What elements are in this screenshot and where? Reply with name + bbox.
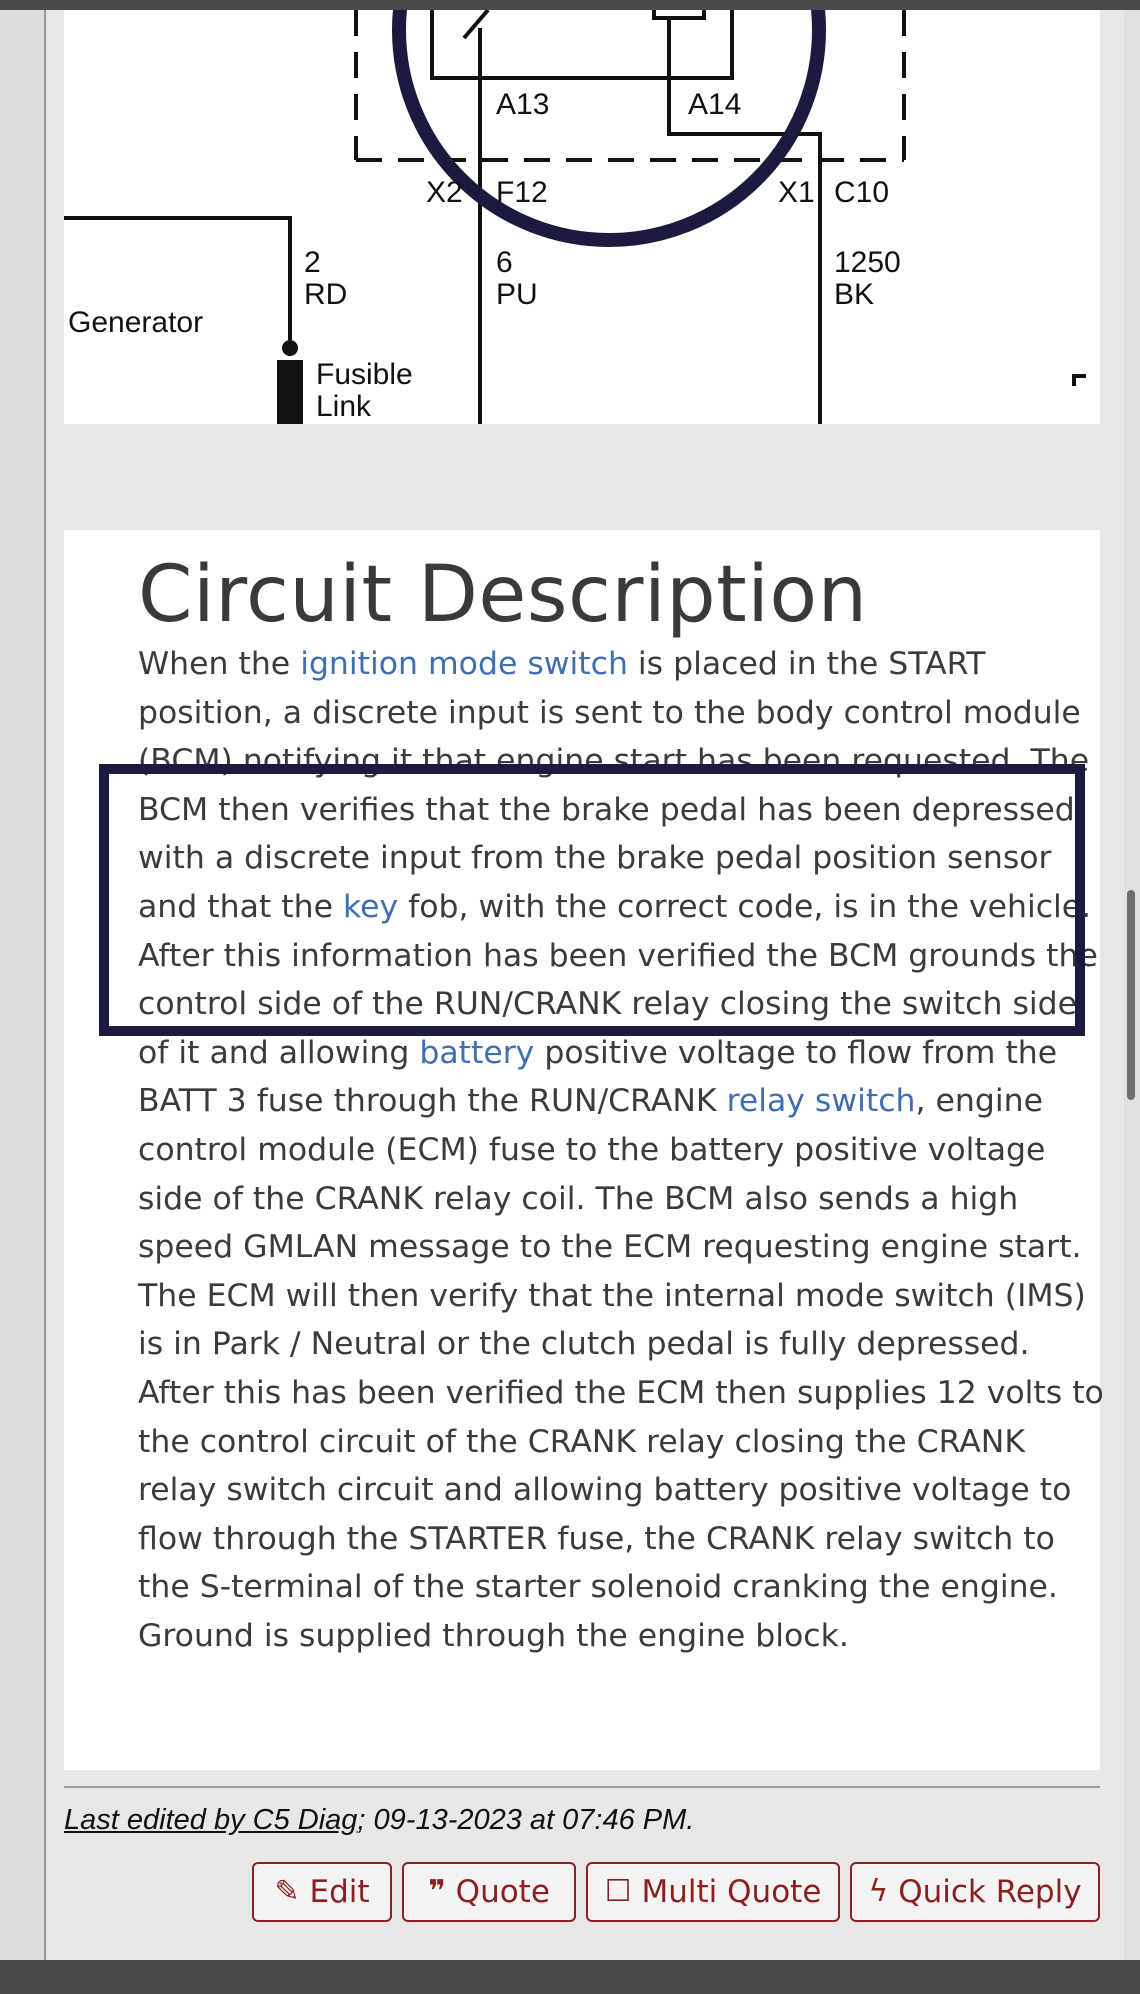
text-span: side of the CRANK relay coil. The BCM also sends a high xyxy=(138,1180,1019,1217)
checkbox-icon: ☐ xyxy=(604,1874,632,1909)
label-fusible: Fusible xyxy=(316,358,413,391)
edited-prefix: Last edited by xyxy=(64,1804,253,1836)
label-link: Link xyxy=(316,390,372,423)
text-span: BATT 3 fuse through the RUN/CRANK xyxy=(138,1083,727,1120)
text-line xyxy=(138,1563,1098,1612)
post-divider xyxy=(64,1786,1100,1788)
circuit-description-image xyxy=(64,530,1104,1770)
circuit-description-title: Circuit Description xyxy=(138,550,868,640)
text-line xyxy=(138,1515,1098,1564)
scrollbar-thumb[interactable] xyxy=(1127,890,1135,1100)
text-line xyxy=(138,1418,1098,1467)
label-f12: F12 xyxy=(496,176,548,209)
text-span: , engine xyxy=(915,1083,1043,1120)
editor-name: C5 Diag xyxy=(252,1804,358,1836)
label-wire-1250: 1250 xyxy=(834,246,901,279)
text-span: control module (ECM) fuse to the battery positive voltage xyxy=(138,1131,1046,1168)
text-line xyxy=(138,1369,1104,1418)
multi-quote-button[interactable] xyxy=(586,1862,840,1922)
text-span: speed GMLAN message to the ECM requesting engine start. xyxy=(138,1229,1082,1266)
edit-button-label: Edit xyxy=(309,1874,370,1910)
scrollbar[interactable] xyxy=(1124,10,1140,1960)
text-span: The ECM will then verify that the internal mode switch (IMS) xyxy=(138,1277,1086,1314)
multi-quote-button-label: Multi Quote xyxy=(641,1874,822,1910)
label-wire-2: 2 xyxy=(304,246,321,279)
quick-reply-button-label: Quick Reply xyxy=(898,1874,1082,1910)
inline-link[interactable]: relay switch xyxy=(726,1083,916,1120)
label-rd: RD xyxy=(304,278,348,311)
text-span: the control circuit of the CRANK relay closing the CRANK xyxy=(138,1423,1026,1460)
window-top-edge xyxy=(0,0,1140,10)
label-generator: Generator xyxy=(68,306,204,339)
text-line xyxy=(138,1126,1098,1175)
text-span: BCM then verifies that the brake pedal has been depressed xyxy=(138,791,1075,828)
text-span: the S-terminal of the starter solenoid cranking the engine. xyxy=(138,1569,1058,1606)
text-line xyxy=(138,1223,1098,1272)
window-bottom-edge xyxy=(0,1960,1140,1994)
wiring-diagram xyxy=(64,10,1100,424)
text-span: Ground is supplied through the engine block. xyxy=(138,1617,849,1654)
text-span: is in Park / Neutral or the clutch pedal is fully depressed. xyxy=(138,1326,1030,1363)
label-c10: C10 xyxy=(834,176,890,209)
text-line xyxy=(138,1612,1098,1661)
text-span: with a discrete input from the brake pedal position sensor xyxy=(138,840,1052,877)
bolt-icon: ϟ xyxy=(868,1874,889,1909)
text-line xyxy=(138,689,1098,738)
label-wire-6: 6 xyxy=(496,246,513,279)
text-span: After this has been verified the ECM then supplies 12 volts to xyxy=(138,1374,1104,1411)
text-line xyxy=(138,1466,1098,1515)
inline-link[interactable]: battery xyxy=(419,1034,535,1071)
label-x1: X1 xyxy=(778,176,815,209)
label-pu: PU xyxy=(496,278,538,311)
text-span: position, a discrete input is sent to the body control module xyxy=(138,694,1081,731)
text-line xyxy=(138,1272,1098,1321)
text-span: When the xyxy=(138,646,301,682)
left-gutter xyxy=(0,10,46,1960)
last-edited-note xyxy=(64,1804,694,1837)
text-span: control side of the RUN/CRANK relay closing the switch side xyxy=(138,986,1077,1023)
label-x2: X2 xyxy=(426,176,463,209)
quote-button-label: Quote xyxy=(455,1874,550,1910)
quote-button[interactable] xyxy=(402,1862,576,1922)
inline-link[interactable]: key xyxy=(342,888,399,925)
pencil-icon: ✎ xyxy=(274,1874,300,1909)
text-span: and that the xyxy=(138,888,343,925)
text-span: fob, with the correct code, is in the vehicle. xyxy=(398,888,1092,925)
quick-reply-button[interactable] xyxy=(850,1862,1100,1922)
text-line xyxy=(138,1320,1098,1369)
text-span: relay switch circuit and allowing battery positive voltage to xyxy=(138,1472,1072,1509)
inline-link[interactable]: ignition mode switch xyxy=(300,646,628,682)
text-line xyxy=(138,640,1098,689)
text-span: (BCM) notifying it that engine start has been requested. The xyxy=(138,743,1090,780)
edited-date: ; 09-13-2023 at 07:46 PM. xyxy=(357,1804,695,1836)
text-span: flow through the STARTER fuse, the CRANK relay switch to xyxy=(138,1520,1055,1557)
text-span: of it and allowing xyxy=(138,1034,420,1071)
highlight-box xyxy=(99,764,1085,1036)
text-span: is placed in the START xyxy=(627,646,986,682)
last-edited-link[interactable] xyxy=(64,1804,357,1836)
label-a13: A13 xyxy=(496,88,550,121)
label-bk: BK xyxy=(834,278,875,311)
quote-icon: ❞ xyxy=(428,1874,446,1909)
label-a14: A14 xyxy=(688,88,742,121)
text-span: positive voltage to flow from the xyxy=(534,1034,1058,1071)
wiring-diagram-image xyxy=(64,10,1100,424)
text-line xyxy=(138,1029,1098,1078)
text-span: After this information has been verified the BCM grounds the xyxy=(138,937,1098,974)
forum-post xyxy=(46,10,1124,1960)
text-line xyxy=(138,1077,1098,1126)
edit-button[interactable] xyxy=(252,1862,392,1922)
post-actions xyxy=(46,1862,1124,1924)
text-line xyxy=(138,1175,1098,1224)
